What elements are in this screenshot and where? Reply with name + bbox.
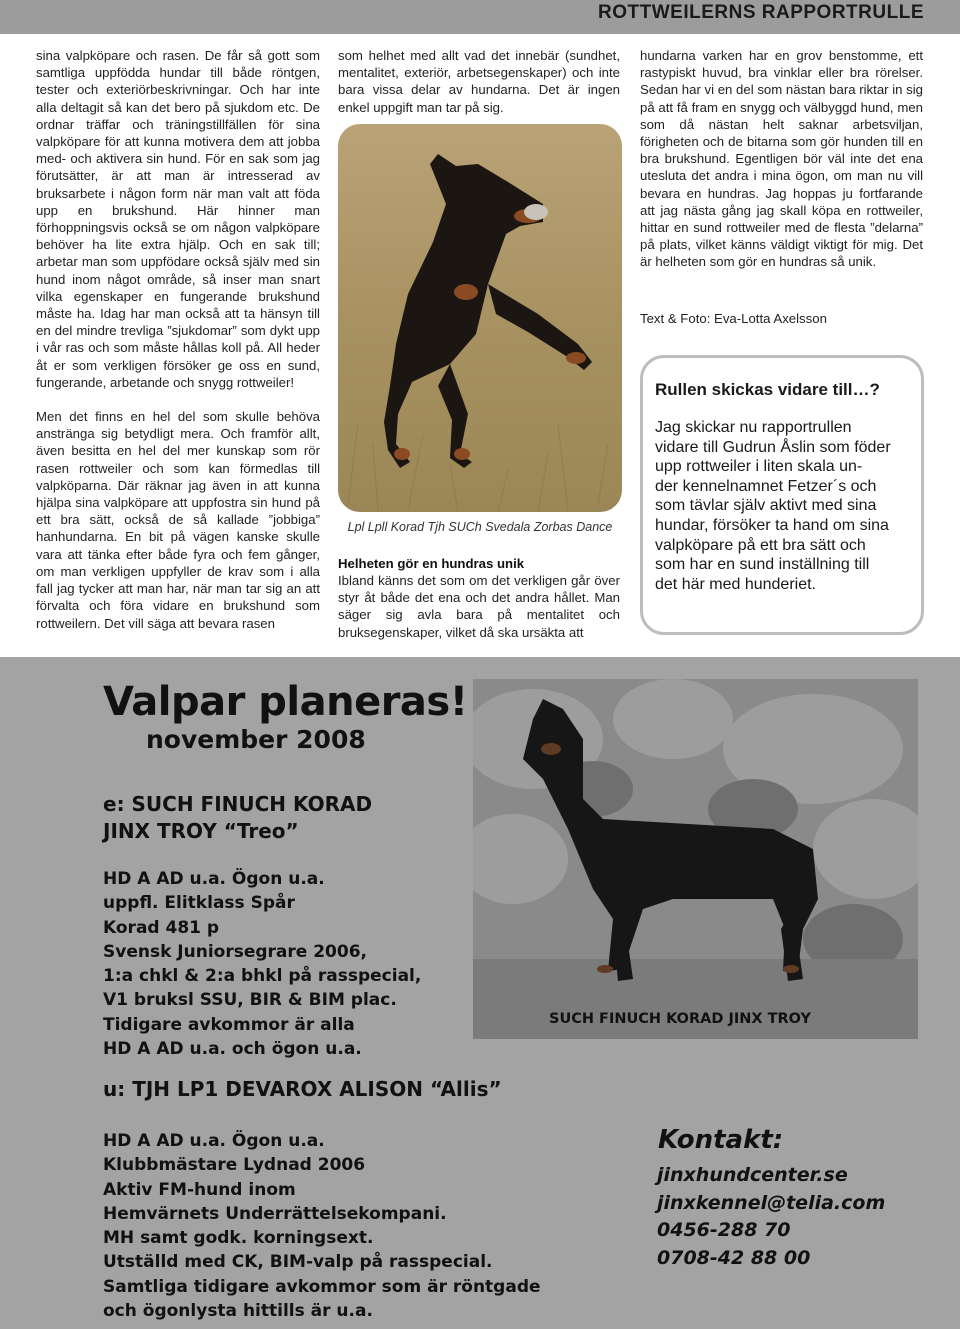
callout-line: som har en sund inställning till	[655, 556, 870, 574]
callout-line: som tävlar själv aktivt med sina	[655, 497, 877, 515]
merit-line: uppfl. Elitklass Spår	[103, 893, 295, 914]
contact-phone: 0456-288 70	[657, 1219, 791, 1241]
callout-line: hundar, försöker ta hand om sina	[655, 516, 889, 534]
sire-dog-image	[473, 679, 918, 1039]
sire-line: e: SUCH FINUCH KORAD	[103, 792, 373, 816]
callout-line: valpköpare på ett bra sätt och	[655, 536, 866, 554]
dam-merits	[103, 1129, 541, 1323]
article-column-1	[36, 47, 320, 649]
contact-email-link[interactable]: jinxkennel@telia.com	[657, 1191, 886, 1214]
article-paragraph: Men det finns en hel del som skulle behöva anstränga sig betydligt mera. Och framför allt, även besitta en hel del mer kunskap som rör rasen rottweiler och som kan förmedlas till valpköparna. Där räknar jag även in att kunna hjälpa sina valpköpare att uppfostra sin hund på ett bra sätt, också de så kallade ”jobbiga” hanhundarna. En bit på vägen kanske skulle vara att tänka efter både fyra och fem gånger, om man verkligen uppfyller de krav som i alla fall jag tycker att man har, när man tar sig an att förvalta och föra vidare en brukshund som rottweilern. Det vill säga att bevara rasen	[36, 409, 320, 631]
merit-line: Klubbmästare Lydnad 2006	[103, 1155, 366, 1176]
merit-line: Aktiv FM-hund inom	[103, 1179, 296, 1200]
callout-line: der kennelnamnet Fetzer´s och	[655, 477, 877, 495]
callout-title: Rullen skickas vidare till…?	[655, 380, 880, 399]
ad-title: Valpar planeras!	[103, 679, 468, 725]
article-column-3: hundarna varken har en grov benstomme, ett rastypiskt huvud, bra vinklar eller bra rörelser. Sedan har vi en del som nästan bara riktar in sig på att få fram en snygg och välbyggd hund, men som då nästan helt saknar arbetsviljan, förigheten och de bitarna som gör hunden till en bra brukshund. Egentligen bör väl inte det ena utesluta det andra i mina ögon, om man nu vill bevara en hundras. Jag hoppas ju fortfarande att jag nästa gång jag skall köpa en rottweiler, hittar en sund rottweiler med de flesta ”delarna” på plats, vilket känns väldigt viktigt för mig. Det är helheten som gör en hundras så unik.	[640, 48, 923, 270]
merit-line: HD A AD u.a. Ögon u.a.	[103, 869, 325, 889]
callout-body	[655, 418, 913, 594]
callout-line: Jag skickar nu rapportrullen	[655, 419, 852, 436]
article-column-2-bottom: Ibland känns det som om det verkligen går över styr åt både det ena och det andra hållet. Man säger sig avla bara på mentalitet och bruksegenskaper, vilket då ska ursäkta att	[338, 573, 620, 640]
merit-line: MH samt godk. korningsext.	[103, 1228, 374, 1249]
sire-merits	[103, 867, 421, 1061]
merit-line: Korad 481 p	[103, 917, 220, 938]
section-subheading: Helheten gör en hundras unik	[338, 556, 525, 571]
merit-line: och ögonlysta hittills är u.a.	[103, 1301, 373, 1322]
dog-jumping-image	[338, 124, 622, 512]
merit-line: V1 bruksl SSU, BIR & BIM plac.	[103, 990, 397, 1011]
merit-line: Svensk Juniorsegrare 2006,	[103, 941, 367, 962]
contact-mobile: 0708-42 88 00	[657, 1246, 811, 1269]
article-paragraph: sina valpköpare och rasen. De får så gott som samtliga uppfödda hundar till både röntgen, tester och exteriörbeskrivningar. Och har inte alla deltagit så kan det bero på sjukdom etc. De ordnar träffar och träningstillfällen för sina valpköpare för att kunna motivera dem att jobba med- och aktivera sin hund. För en sak som jag förutsätter, är att man är intresserad av bruksarbete i någon form när man valt att föda upp en brukshund. Här hinner man förhoppningsvis också se om någon valpköpare behöver ha lite extra hjälp. Och en sak till; arbetar man som uppfödare också själv med sin hund inom något område, så inser man snart vilka egenskaper en fungerande brukshund måste ha. Idag har man också att ta hänsyn till en del mindre trevliga ”sjukdomar” som dykt upp i vår ras och som måste hållas koll på. All heder åt er som verkligen försöker ge oss en sund, fungerande, arbetande och snygg rottweiler!	[36, 48, 320, 390]
merit-line: 1:a chkl & 2:a bhkl på rasspecial,	[103, 966, 422, 987]
sire-name	[103, 791, 372, 845]
merit-line: Samtliga tidigare avkommor som är röntgade	[103, 1276, 541, 1297]
callout-line: upp rottweiler i liten skala un-	[655, 458, 863, 476]
author-credit: Text & Foto: Eva-Lotta Axelsson	[640, 311, 827, 326]
sire-photo	[473, 679, 918, 1039]
puppy-advertisement	[0, 657, 960, 1329]
contact-website-link[interactable]: jinxhundcenter.se	[657, 1164, 848, 1186]
merit-line: Tidigare avkommor är alla	[103, 1014, 355, 1035]
merit-line: Hemvärnets Underrättelsekompani.	[103, 1203, 447, 1224]
page-header-title: ROTTWEILERNS RAPPORTRULLE	[598, 2, 924, 23]
dam-name: u: TJH LP1 DEVAROX ALISON “Allis”	[103, 1077, 502, 1101]
ad-subtitle: november 2008	[146, 725, 366, 754]
callout-box	[640, 355, 924, 635]
dog-jumping-photo	[338, 124, 622, 512]
sire-line: JINX TROY “Treo”	[103, 819, 299, 843]
merit-line: Utställd med CK, BIM-valp på rasspecial.	[103, 1252, 493, 1273]
callout-line: det här med hunderiet.	[655, 575, 816, 593]
callout-line: vidare till Gudrun Åslin som föder	[655, 438, 891, 456]
sire-photo-caption: SUCH FINUCH KORAD JINX TROY	[549, 1011, 811, 1027]
contact-title: Kontakt:	[658, 1125, 784, 1155]
merit-line: HD A AD u.a. Ögon u.a.	[103, 1131, 325, 1151]
merit-line: HD A AD u.a. och ögon u.a.	[103, 1039, 362, 1060]
article-column-2-top: som helhet med allt vad det innebär (sundhet, mentalitet, exteriör, arbetsegenskaper) och inte bara vissa delar av hundarna. Det är ingen enkel uppgift man tar på sig.	[338, 48, 620, 115]
photo-caption: Lpl Lpll Korad Tjh SUCh Svedala Zorbas Dance	[347, 520, 613, 534]
contact-info	[657, 1162, 885, 1272]
